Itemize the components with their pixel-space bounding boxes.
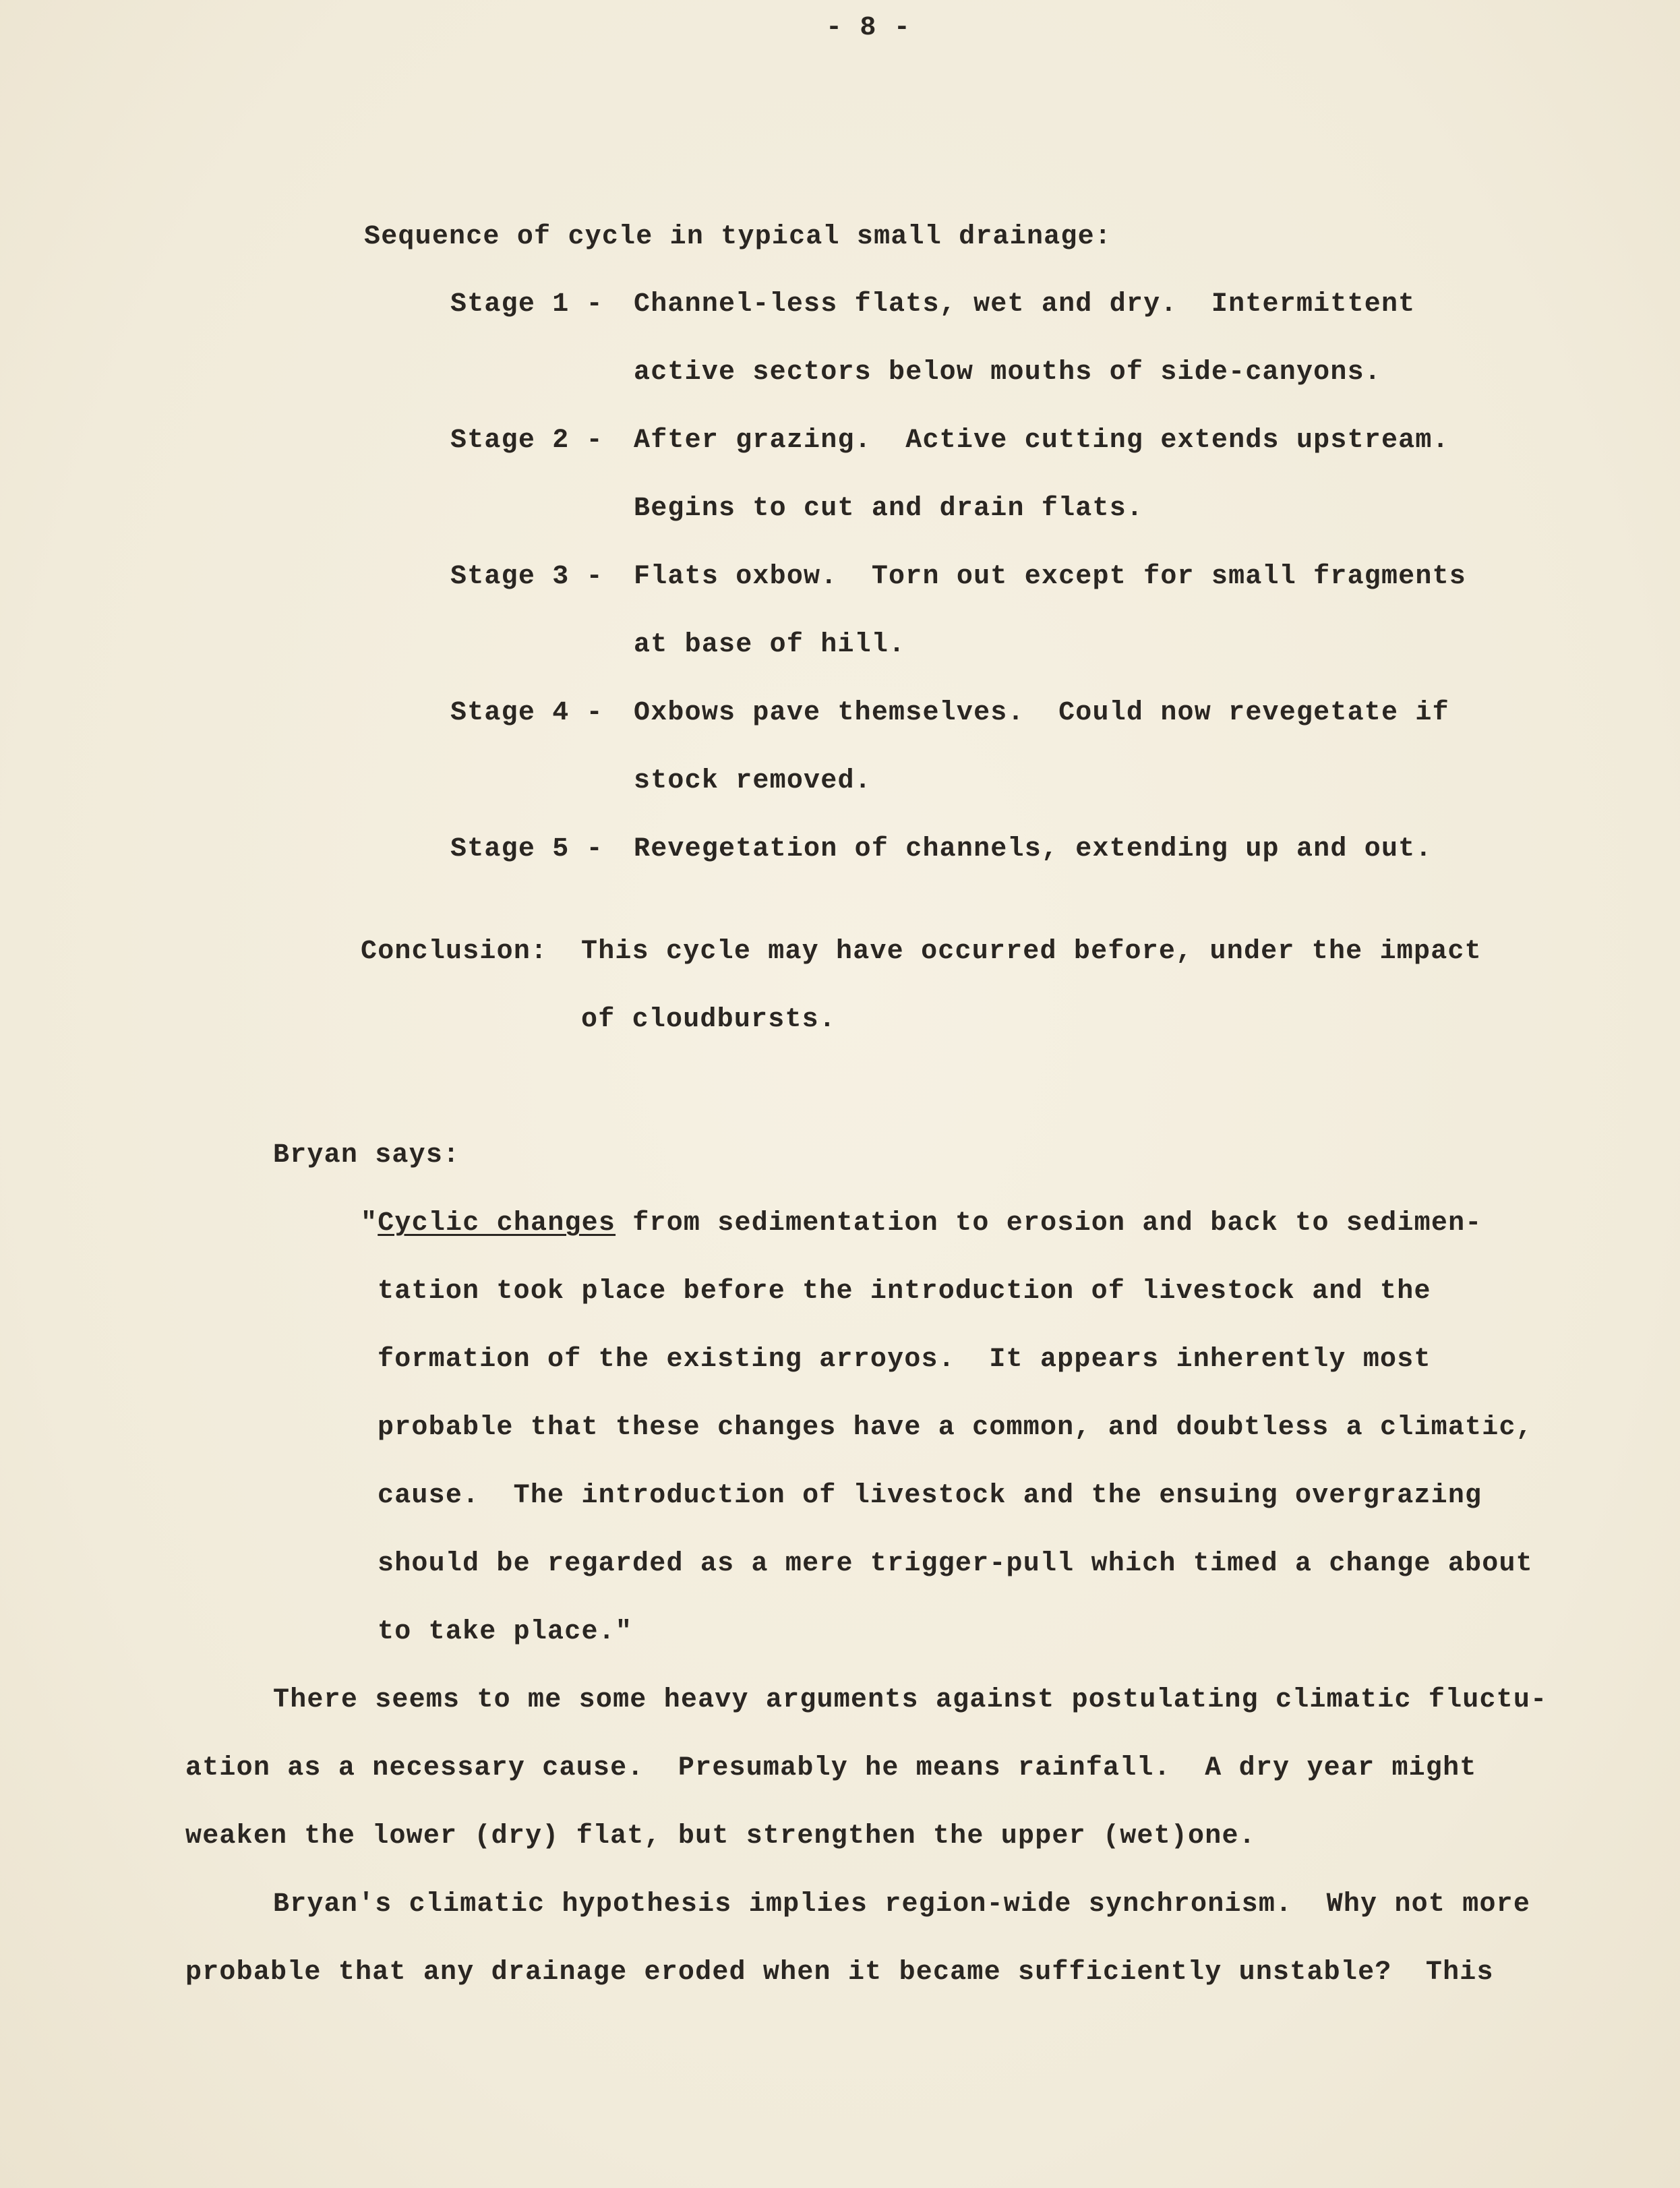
quote-open-mark: ": [361, 1208, 378, 1239]
stage-text-line: Channel-less flats, wet and dry. Intermittent: [634, 289, 1416, 320]
stage-label: Stage 4 -: [450, 698, 603, 728]
conclusion-text-line: This cycle may have occurred before, under the impact: [581, 937, 1482, 967]
stage-text-line: at base of hill.: [634, 630, 906, 660]
conclusion-label: Conclusion:: [361, 937, 548, 967]
quote-line: tation took place before the introduction of livestock and the: [378, 1276, 1431, 1307]
page-number: - 8 -: [826, 13, 911, 43]
stage-text-line: Revegetation of channels, extending up and out.: [634, 834, 1433, 864]
stage-text-line: Oxbows pave themselves. Could now revegetate if: [634, 698, 1449, 728]
paragraph-line: probable that any drainage eroded when it became sufficiently unstable? This: [185, 1957, 1494, 1988]
stage-text-line: After grazing. Active cutting extends upstream.: [634, 425, 1449, 456]
stage-label: Stage 2 -: [450, 425, 603, 456]
stage-label: Stage 3 -: [450, 562, 603, 592]
bryan-says-label: Bryan says:: [273, 1140, 460, 1171]
paragraph-line: weaken the lower (dry) flat, but strengthen the upper (wet)one.: [185, 1821, 1256, 1852]
stage-text-line: Begins to cut and drain flats.: [634, 494, 1144, 524]
stage-text-line: active sectors below mouths of side-canyons.: [634, 357, 1381, 388]
paragraph-line: ation as a necessary cause. Presumably he means rainfall. A dry year might: [185, 1753, 1477, 1783]
stage-text-line: Flats oxbow. Torn out except for small fragments: [634, 562, 1466, 592]
quote-line: cause. The introduction of livestock and the ensuing overgrazing: [378, 1481, 1482, 1511]
quote-first-line: [361, 1204, 1482, 1244]
quote-first-line-rest: from sedimentation to erosion and back to sedimen-: [616, 1208, 1482, 1239]
stage-label: Stage 1 -: [450, 289, 603, 320]
section-heading: Sequence of cycle in typical small drainage:: [364, 222, 1112, 252]
quote-line: formation of the existing arroyos. It appears inherently most: [378, 1344, 1431, 1375]
quote-line: to take place.": [378, 1617, 633, 1647]
quote-line: should be regarded as a mere trigger-pull which timed a change about: [378, 1549, 1533, 1579]
quote-emphasis: Cyclic changes: [378, 1208, 616, 1239]
stage-text-line: stock removed.: [634, 766, 872, 796]
paragraph-line: Bryan's climatic hypothesis implies region-wide synchronism. Why not more: [273, 1889, 1531, 1920]
paragraph-line: There seems to me some heavy arguments against postulating climatic fluctu-: [273, 1685, 1548, 1715]
stage-label: Stage 5 -: [450, 834, 603, 864]
quote-line: probable that these changes have a common, and doubtless a climatic,: [378, 1413, 1533, 1443]
conclusion-text-line: of cloudbursts.: [581, 1005, 837, 1035]
